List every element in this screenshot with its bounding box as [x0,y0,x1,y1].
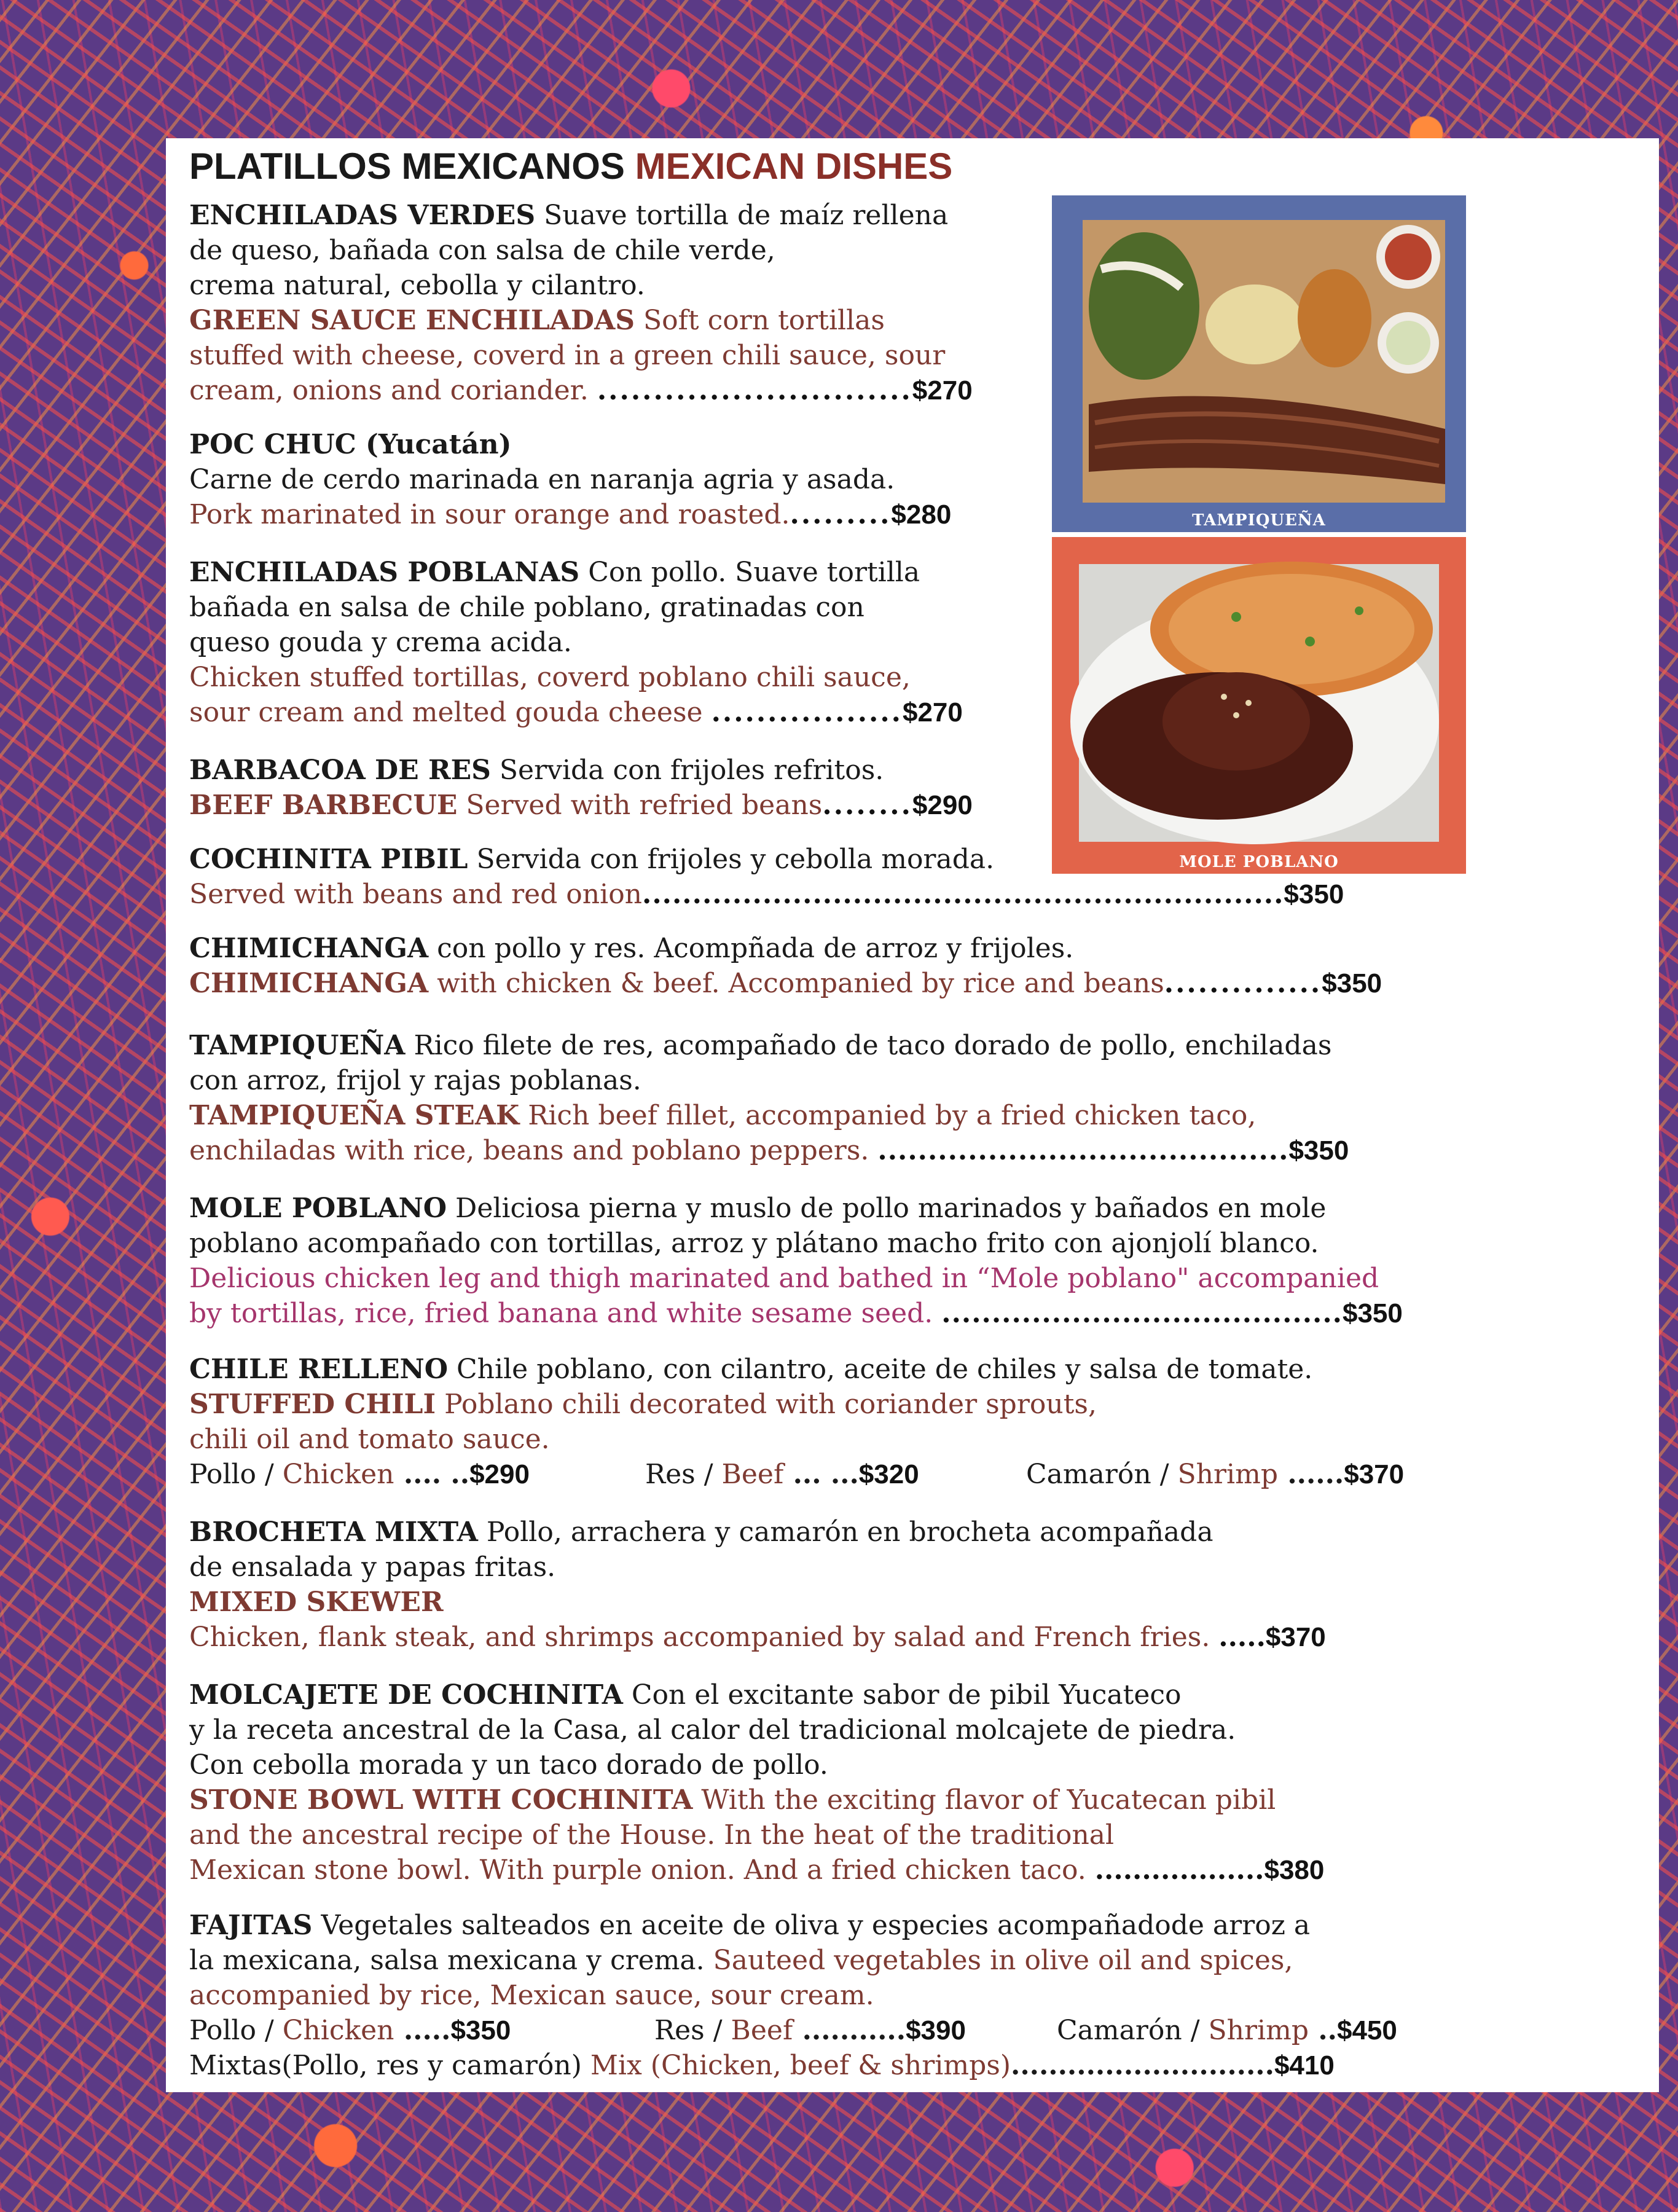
tampiquena-line-1 [189,1028,1331,1063]
poc-chuc-name: POC CHUC (Yucatán) [189,429,512,460]
page-title [189,145,952,188]
price-leader: .................. [1094,1854,1264,1886]
price: $350 [1342,1298,1403,1328]
option-en: Chicken [282,1459,394,1490]
price-leader: .. [1309,2015,1337,2046]
item-name-es: TAMPIQUEÑA [189,1030,406,1061]
mole-plate-photo [1052,537,1466,874]
enchiladas-poblanas-en-line-2 [189,695,963,730]
chimichanga-line-1 [189,931,1073,966]
fajitas-line-2 [189,1943,1293,1978]
mole-en-line-2 [189,1296,1403,1331]
barbacoa-en-line [189,788,973,823]
item-name-en: TAMPIQUEÑA STEAK [189,1100,520,1131]
item-name-es: ENCHILADAS POBLANAS [189,557,580,588]
price: $350 [1284,879,1344,909]
option-es: Res / [645,1459,722,1490]
enchiladas-poblanas-line-3: queso gouda y crema acida. [189,627,572,658]
fajitas-option-shrimp [1057,2013,1397,2048]
enchiladas-verdes-en-line-1 [189,303,885,338]
enchiladas-verdes-line-1 [189,198,948,233]
price: $350 [1322,968,1382,998]
option-en: Beef [721,1459,784,1490]
price-leader: ... ... [783,1459,859,1490]
option-en: Chicken [282,2015,394,2046]
price-leader: ........ [822,790,912,821]
chile-relleno-option-chicken [189,1457,530,1492]
description-es: Chile poblano, con cilantro, aceite de chiles y salsa de tomate. [448,1354,1313,1385]
price: $380 [1264,1855,1325,1885]
poc-chuc-en-line [189,497,951,532]
description-en: Soft corn tortillas [635,305,885,336]
price-leader: .............. [1164,968,1322,999]
enchiladas-verdes-en-line-3 [189,373,973,408]
title-es: PLATILLOS MEXICANOS [189,146,625,187]
description-en: by tortillas, rice, fried banana and white sesame seed. [189,1298,942,1329]
brocheta-name-en: MIXED SKEWER [189,1586,444,1618]
enchiladas-verdes-line-3: crema natural, cebolla y cilantro. [189,270,645,301]
item-name-en: STONE BOWL WITH COCHINITA [189,1784,693,1816]
option-es: Res / [654,2015,731,2046]
item-name-es: BROCHETA MIXTA [189,1516,478,1548]
item-name-es: MOLCAJETE DE COCHINITA [189,1679,623,1711]
description-en: Served with beans and red onion [189,879,643,910]
price: $370 [1265,1622,1326,1652]
description-es: Con el excitante sabor de pibil Yucateco [622,1679,1182,1711]
option-en: Shrimp [1177,1459,1278,1490]
mole-line-2: poblano acompañado con tortillas, arroz y plátano macho frito con ajonjolí blanco. [189,1228,1319,1259]
description-es: Servida con frijoles refritos. [490,755,884,786]
price-leader: ........................................ [941,1298,1343,1329]
item-name-en: BEEF BARBECUE [189,790,458,821]
description-en: with chicken & beef. Accompanied by rice and beans [428,968,1164,999]
cochinita-en-line [189,877,1344,912]
price: $290 [469,1459,530,1489]
photo-tampiquena [1052,195,1466,532]
item-name-es: BARBACOA DE RES [189,755,491,786]
item-name-es: CHILE RELLENO [189,1354,449,1385]
item-name-es: FAJITAS [189,1910,313,1941]
chimichanga-en-line [189,966,1382,1001]
price: $410 [1274,2050,1335,2081]
molcajete-en-line-3 [189,1853,1324,1888]
description-es: la mexicana, salsa mexicana y crema. [189,1945,713,1976]
chile-relleno-en-line-2: chili oil and tomato sauce. [189,1424,550,1455]
item-name-es: COCHINITA PIBIL [189,844,468,875]
chile-relleno-en-line-1 [189,1387,1097,1422]
price: $280 [891,500,952,530]
price: $290 [912,790,973,820]
steak-plate-photo [1052,195,1466,532]
description-en: With the exciting flavor of Yucatecan pibil [692,1784,1276,1816]
description-en: Rich beef fillet, accompanied by a fried chicken taco, [519,1100,1257,1131]
option-en: Shrimp [1208,2015,1309,2046]
description-en: Sauteed vegetables in olive oil and spices, [713,1945,1293,1976]
description-en: cream, onions and coriander. [189,375,597,406]
description-en: Pork marinated in sour orange and roasted. [189,499,790,530]
price: $320 [858,1459,919,1489]
description-es: Pollo, arrachera y camarón en brocheta acompañada [477,1516,1213,1548]
description-en: Served with refried beans [457,790,823,821]
price-leader: ......................................... [877,1135,1289,1166]
description-es: Rico filete de res, acompañado de taco dorado de pollo, enchiladas [405,1030,1332,1061]
price-leader: ..... [1218,1622,1266,1653]
photo-mole-poblano [1052,537,1466,874]
fajitas-en-line-2: accompanied by rice, Mexican sauce, sour cream. [189,1980,874,2011]
mole-line-1 [189,1191,1326,1226]
price: $270 [912,375,973,406]
enchiladas-verdes-line-2: de queso, bañada con salsa de chile verde, [189,235,775,266]
description-es: Deliciosa pierna y muslo de pollo marinados y bañados en mole [447,1193,1327,1224]
price-leader: .... .. [394,1459,470,1490]
option-en: Mix (Chicken, beef & shrimps) [590,2050,1011,2081]
price-leader: ..... [394,2015,451,2046]
price-leader: ............................ [597,375,912,406]
price: $370 [1344,1459,1405,1489]
price-leader: ......... [790,499,892,530]
description-en: Poblano chili decorated with coriander sprouts, [436,1389,1097,1420]
item-name-en: CHIMICHANGA [189,968,429,999]
enchiladas-poblanas-en-line-1: Chicken stuffed tortillas, coverd poblano chili sauce, [189,662,911,693]
photo-caption-tampiquena: TAMPIQUEÑA [1192,511,1326,530]
enchiladas-verdes-en-line-2: stuffed with cheese, coverd in a green chili sauce, sour [189,340,946,371]
price: $350 [450,2015,511,2045]
item-name-en: STUFFED CHILI [189,1389,436,1420]
molcajete-en-line-1 [189,1783,1276,1818]
fajitas-option-mix [189,2048,1335,2083]
option-es: Pollo / [189,2015,283,2046]
price: $350 [1288,1135,1349,1166]
fajitas-option-chicken [189,2013,511,2048]
enchiladas-poblanas-line-1 [189,555,920,590]
price: $270 [902,697,963,728]
tampiquena-line-2: con arroz, frijol y rajas poblanas. [189,1065,641,1096]
chile-relleno-option-shrimp [1026,1457,1404,1492]
price: $450 [1336,2015,1397,2045]
molcajete-line-2: y la receta ancestral de la Casa, al calor del tradicional molcajete de piedra. [189,1714,1236,1746]
description-es: Vegetales salteados en aceite de oliva y especies acompañadode arroz a [312,1910,1311,1941]
description-en: enchiladas with rice, beans and poblano peppers. [189,1135,878,1166]
molcajete-line-3: Con cebolla morada y un taco dorado de pollo. [189,1749,828,1781]
description-en: Chicken, flank steak, and shrimps accompanied by salad and French fries. [189,1622,1219,1653]
barbacoa-line-1 [189,753,884,788]
description-es: Servida con frijoles y cebolla morada. [468,844,995,875]
price-leader: ................. [711,697,903,728]
option-es: Camarón / [1026,1459,1178,1490]
item-name-es: CHIMICHANGA [189,933,429,964]
option-es: Pollo / [189,1459,283,1490]
mole-en-line-1: Delicious chicken leg and thigh marinated and bathed in “Mole poblano" accompanied [189,1263,1379,1294]
option-en: Beef [731,2015,793,2046]
chile-relleno-line-1 [189,1352,1312,1387]
molcajete-line-1 [189,1677,1182,1712]
fajitas-option-beef [654,2013,966,2048]
fajitas-line-1 [189,1908,1310,1943]
tampiquena-en-line-2 [189,1133,1349,1168]
tampiquena-en-line-1 [189,1098,1256,1133]
price: $390 [906,2015,966,2045]
description-es: Con pollo. Suave tortilla [579,557,920,588]
price-leader: ................................................................ [642,879,1284,910]
enchiladas-poblanas-line-2: bañada en salsa de chile poblano, gratinadas con [189,592,864,623]
cochinita-line-1 [189,842,994,877]
title-en: MEXICAN DISHES [635,146,953,187]
item-name-en: GREEN SAUCE ENCHILADAS [189,305,635,336]
item-name-es: MOLE POBLANO [189,1193,447,1224]
price-leader: ........... [793,2015,906,2046]
chile-relleno-option-beef [645,1457,919,1492]
description-es: con pollo y res. Acompñada de arroz y frijoles. [428,933,1074,964]
photo-caption-mole-poblano: MOLE POBLANO [1179,853,1339,871]
price-leader: ............................ [1011,2050,1274,2081]
description-en: sour cream and melted gouda cheese [189,697,712,728]
brocheta-line-1 [189,1515,1213,1550]
brocheta-en-line [189,1620,1326,1655]
description-en: Mexican stone bowl. With purple onion. And a fried chicken taco. [189,1854,1095,1886]
molcajete-en-line-2: and the ancestral recipe of the House. In the heat of the traditional [189,1819,1115,1851]
poc-chuc-description-es: Carne de cerdo marinada en naranja agria y asada. [189,464,895,495]
description-es: Suave tortilla de maíz rellena [535,200,949,231]
brocheta-line-2: de ensalada y papas fritas. [189,1551,556,1583]
item-name-es: ENCHILADAS VERDES [189,200,536,231]
option-es: Mixtas(Pollo, res y camarón) [189,2050,590,2081]
option-es: Camarón / [1057,2015,1209,2046]
price-leader: ...... [1278,1459,1344,1490]
